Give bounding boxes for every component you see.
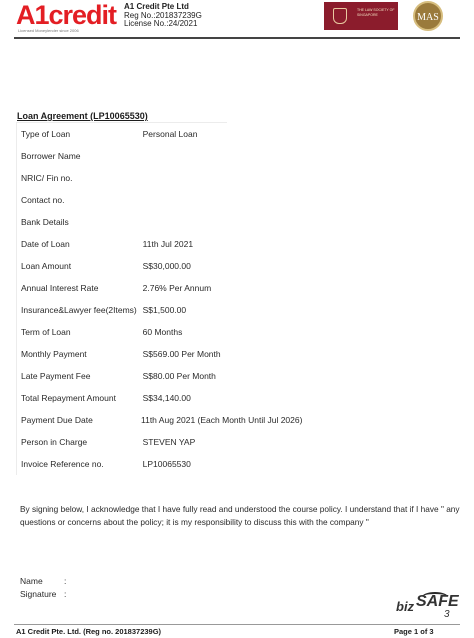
row-label: Date of Loan xyxy=(21,239,70,249)
row-label: Invoice Reference no. xyxy=(21,459,104,469)
table-row xyxy=(17,211,227,233)
row-label: Borrower Name xyxy=(21,151,81,161)
company-name: A1 Credit Pte Ltd xyxy=(124,2,189,11)
row-value: 11th Jul 2021 xyxy=(142,239,194,249)
table-row xyxy=(17,431,227,453)
row-label: Bank Details xyxy=(21,217,69,227)
table-row xyxy=(17,255,227,277)
logo-a1: A1 xyxy=(16,0,49,30)
law-society-logo: THE LAW SOCIETY OF SINGAPORE xyxy=(354,2,398,30)
signature-colon: : xyxy=(64,589,67,599)
row-value: S$80.00 Per Month xyxy=(142,371,216,381)
row-value: S$569.00 Per Month xyxy=(142,349,221,359)
row-label: Contact no. xyxy=(21,195,65,205)
header-divider xyxy=(14,37,460,39)
row-value: 11th Aug 2021 (Each Month Until Jul 2026) xyxy=(141,415,303,425)
declaration-text: By signing below, I acknowledge that I have fully read and understood the course policy. I understand that if I have " any questions or concerns about the policy; it is my responsibility to discuss this with the company " xyxy=(20,504,460,527)
row-label: Loan Amount xyxy=(21,261,72,271)
row-value: S$1,500.00 xyxy=(142,305,187,315)
table-row xyxy=(17,277,227,299)
bizsafe-level: 3 xyxy=(444,609,450,620)
table-row xyxy=(17,189,227,211)
row-label: Person in Charge xyxy=(21,437,88,447)
row-label: Total Repayment Amount xyxy=(21,393,116,403)
table-row xyxy=(17,343,227,365)
name-colon: : xyxy=(64,576,67,586)
row-label: Term of Loan xyxy=(21,327,71,337)
registration-number: Reg No.:201837239G xyxy=(124,10,202,20)
row-value: STEVEN YAP xyxy=(142,437,196,447)
row-value: S$30,000.00 xyxy=(142,261,191,271)
license-number: License No.:24/2021 xyxy=(124,19,198,28)
table-row xyxy=(17,145,227,167)
row-label: Payment Due Date xyxy=(21,415,93,425)
page-number: Page 1 of 3 xyxy=(394,627,434,636)
footer-divider xyxy=(14,624,460,625)
company-info xyxy=(124,3,202,29)
row-value: S$34,140.00 xyxy=(142,393,191,403)
a1credit-logo xyxy=(16,2,116,29)
row-label: Insurance&Lawyer fee(2Items) xyxy=(21,305,137,315)
table-row xyxy=(17,409,303,431)
logo-tagline: Licensed Moneylender since 2006 xyxy=(18,28,79,33)
table-row xyxy=(17,299,227,321)
loan-details-table xyxy=(16,122,303,475)
signature-line xyxy=(20,589,67,599)
table-row xyxy=(17,365,227,387)
table-row xyxy=(17,453,227,475)
bizsafe-logo xyxy=(396,593,459,623)
row-value: 60 Months xyxy=(142,327,183,337)
law-society-crest-icon xyxy=(324,2,354,30)
table-row xyxy=(17,167,227,189)
mas-logo: MAS xyxy=(413,1,443,31)
signature-label: Signature xyxy=(20,589,57,599)
bizsafe-biz: biz xyxy=(396,599,415,614)
row-label: Late Payment Fee xyxy=(21,371,91,381)
name-label: Name xyxy=(20,576,43,586)
table-row xyxy=(17,123,227,145)
table-row xyxy=(17,387,227,409)
row-label: NRIC/ Fin no. xyxy=(21,173,73,183)
footer-company: A1 Credit Pte. Ltd. (Reg no. 201837239G) xyxy=(16,627,162,636)
row-value: 2.76% Per Annum xyxy=(142,283,212,293)
row-label: Monthly Payment xyxy=(21,349,87,359)
agreement-title: Loan Agreement (LP10065530) xyxy=(17,111,148,121)
logo-credit: credit xyxy=(48,0,117,30)
document-header xyxy=(0,0,474,36)
table-row xyxy=(17,321,227,343)
row-label: Type of Loan xyxy=(21,129,71,139)
row-value: LP10065530 xyxy=(142,459,191,469)
table-row xyxy=(17,233,227,255)
bizsafe-safe: SAFE xyxy=(416,593,459,610)
row-label: Annual Interest Rate xyxy=(21,283,99,293)
name-line xyxy=(20,576,67,586)
row-value: Personal Loan xyxy=(142,129,198,139)
